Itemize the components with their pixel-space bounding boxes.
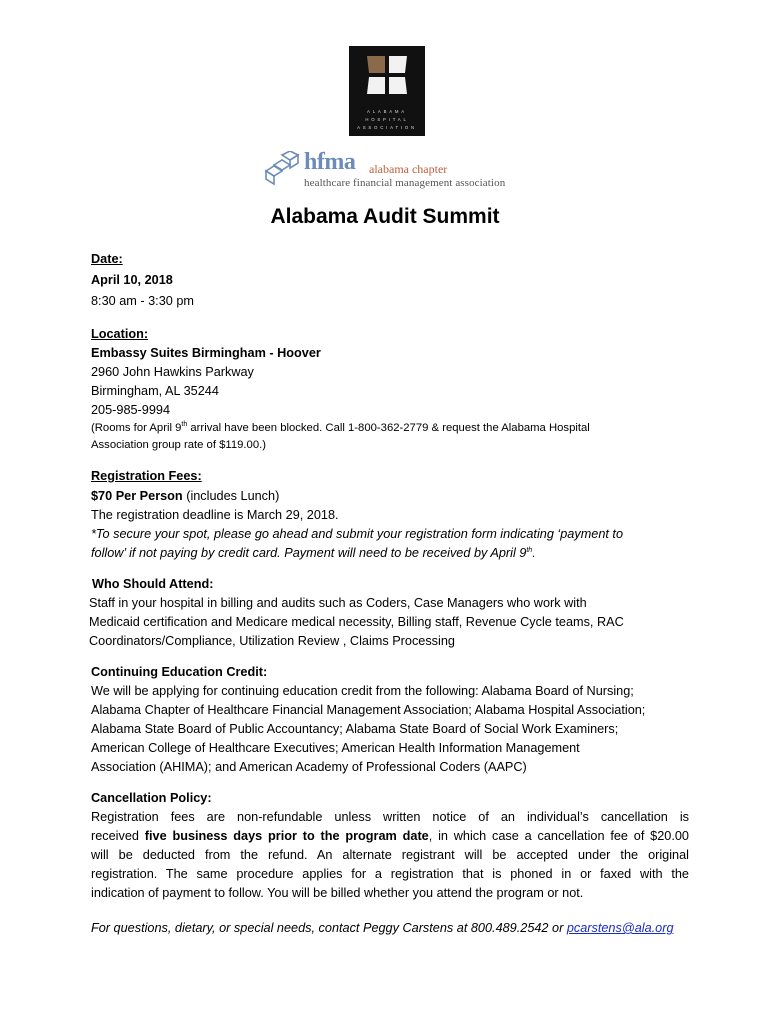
contact-email-link[interactable]: pcarstens@ala.org <box>566 921 674 935</box>
contact-line: For questions, dietary, or special needs, contact Peggy Carstens at 800.489.2542 or pcarstens@ala.org <box>91 921 674 935</box>
date-heading: Date: <box>91 252 123 266</box>
fees-heading: Registration Fees: <box>91 469 202 483</box>
event-time: 8:30 am - 3:30 pm <box>91 294 194 308</box>
ce-line: American College of Healthcare Executives; American Health Information Management <box>91 741 580 755</box>
registration-deadline: The registration deadline is March 29, 2018. <box>91 508 339 522</box>
event-date: April 10, 2018 <box>91 273 173 287</box>
venue-street: 2960 John Hawkins Parkway <box>91 365 254 379</box>
room-block-note: (Rooms for April 9th arrival have been blocked. Call 1-800-362-2779 & request the Alabama Hospital <box>91 421 590 434</box>
cross-icon <box>349 46 425 106</box>
ce-heading: Continuing Education Credit: <box>91 665 268 679</box>
attend-line: Staff in your hospital in billing and audits such as Coders, Case Managers who work with <box>89 596 587 610</box>
aha-name-line2: HOSPITAL <box>365 117 409 122</box>
attend-line: Coordinators/Compliance, Utilization Review , Claims Processing <box>89 634 455 648</box>
hfma-full-name: healthcare financial management association <box>304 177 506 189</box>
secure-spot-note-line2: follow’ if not paying by credit card. Payment will need to be received by April 9th. <box>91 546 536 560</box>
cancel-heading: Cancellation Policy: <box>91 791 212 805</box>
ce-line: We will be applying for continuing education credit from the following: Alabama Board of Nursing; <box>91 684 634 698</box>
hfma-cubes-icon <box>262 151 302 187</box>
attend-heading: Who Should Attend: <box>92 577 214 591</box>
cancel-line: indication of payment to follow. You will be billed whether you attend the program or not. <box>91 886 584 900</box>
location-heading: Location: <box>91 327 149 341</box>
cancel-line: Registration fees are non-refundable unless written notice of an individual’s cancellation is <box>91 810 689 824</box>
venue-phone: 205-985-9994 <box>91 403 171 417</box>
room-block-note-line2: Association group rate of $119.00.) <box>91 439 267 451</box>
attend-line: Medicaid certification and Medicare medical necessity, Billing staff, Revenue Cycle teams, RAC <box>89 615 624 629</box>
ce-line: Association (AHIMA); and American Academy of Professional Coders (AAPC) <box>91 760 527 774</box>
aha-name-line3: ASSOCIATION <box>357 125 417 130</box>
aha-logo <box>349 46 425 136</box>
ce-line: Alabama State Board of Public Accountancy; Alabama State Board of Social Work Examiners; <box>91 722 619 736</box>
venue-city: Birmingham, AL 35244 <box>91 384 219 398</box>
venue-name: Embassy Suites Birmingham - Hoover <box>91 346 321 360</box>
cancel-line: registration. The same procedure applies for a registration that is phoned in or faxed with the <box>91 867 689 881</box>
page-title: Alabama Audit Summit <box>270 205 500 228</box>
hfma-chapter: alabama chapter <box>369 162 448 176</box>
secure-spot-note: *To secure your spot, please go ahead and submit your registration form indicating ‘payment to <box>91 527 624 541</box>
fee-price: $70 Per Person (includes Lunch) <box>91 489 280 503</box>
hfma-wordmark: hfma <box>304 149 356 175</box>
ce-line: Alabama Chapter of Healthcare Financial Management Association; Alabama Hospital Association; <box>91 703 646 717</box>
cancel-line: will be deducted from the refund. An alternate registrant will be accepted under the original <box>91 848 689 862</box>
aha-name-line1: ALABAMA <box>367 109 407 114</box>
hfma-logo <box>262 151 522 191</box>
cancel-line: received five business days prior to the program date, in which case a cancellation fee of $20.00 <box>91 829 689 843</box>
